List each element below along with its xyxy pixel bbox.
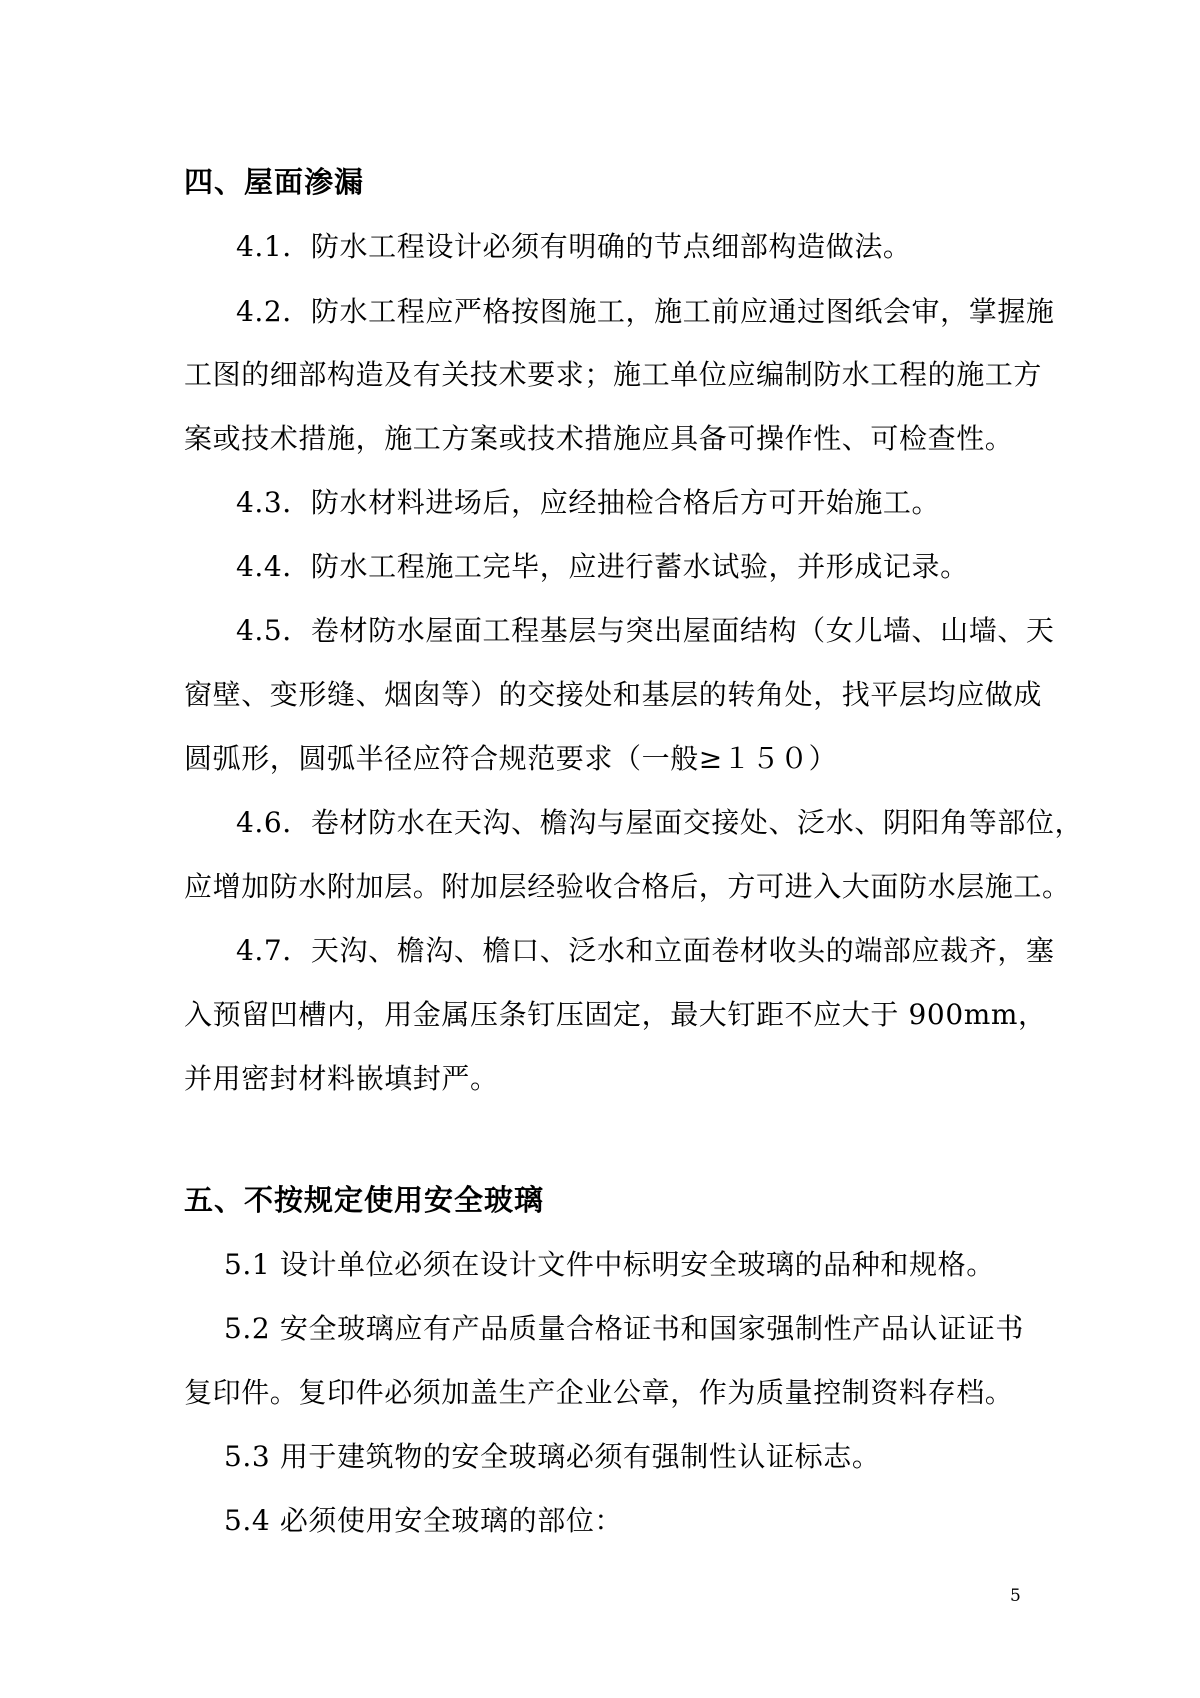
section-heading: 四、屋面渗漏 xyxy=(184,165,365,199)
paragraph-line: 4.6．卷材防水在天沟、檐沟与屋面交接处、泛水、阴阳角等部位， xyxy=(236,806,1084,839)
paragraph-line: 4.3．防水材料进场后，应经抽检合格后方可开始施工。 xyxy=(236,486,941,519)
paragraph-line: 工图的细部构造及有关技术要求；施工单位应编制防水工程的施工方 xyxy=(184,358,1043,391)
section-heading: 五、不按规定使用安全玻璃 xyxy=(184,1183,545,1217)
paragraph-line: 5.4 必须使用安全玻璃的部位： xyxy=(224,1504,624,1537)
page-number: 5 xyxy=(1010,1586,1021,1606)
paragraph-line: 窗壁、变形缝、烟囱等）的交接处和基层的转角处，找平层均应做成 xyxy=(184,678,1043,711)
paragraph-line: 5.1 设计单位必须在设计文件中标明安全玻璃的品种和规格。 xyxy=(224,1248,995,1281)
paragraph-line: 4.4．防水工程施工完毕，应进行蓄水试验，并形成记录。 xyxy=(236,550,969,583)
paragraph-line: 案或技术措施，施工方案或技术措施应具备可操作性、可检查性。 xyxy=(184,422,1014,455)
paragraph-line: 应增加防水附加层。附加层经验收合格后，方可进入大面防水层施工。 xyxy=(184,870,1071,903)
paragraph-line: 4.5．卷材防水屋面工程基层与突出屋面结构（女儿墙、山墙、天 xyxy=(236,614,1055,647)
paragraph-line: 5.2 安全玻璃应有产品质量合格证书和国家强制性产品认证证书 xyxy=(224,1312,1024,1345)
paragraph-line: 4.2．防水工程应严格按图施工，施工前应通过图纸会审，掌握施 xyxy=(236,295,1055,328)
paragraph-line: 入预留凹槽内，用金属压条钉压固定，最大钉距不应大于 900mm， xyxy=(184,998,1047,1031)
paragraph-line: 4.1．防水工程设计必须有明确的节点细部构造做法。 xyxy=(236,230,912,263)
paragraph-line: 圆弧形，圆弧半径应符合规范要求（一般≥１５０） xyxy=(184,742,838,775)
paragraph-line: 复印件。复印件必须加盖生产企业公章，作为质量控制资料存档。 xyxy=(184,1376,1014,1409)
paragraph-line: 并用密封材料嵌填封严。 xyxy=(184,1062,499,1095)
paragraph-line: 5.3 用于建筑物的安全玻璃必须有强制性认证标志。 xyxy=(224,1440,881,1473)
paragraph-line: 4.7．天沟、檐沟、檐口、泛水和立面卷材收头的端部应裁齐，塞 xyxy=(236,934,1055,967)
